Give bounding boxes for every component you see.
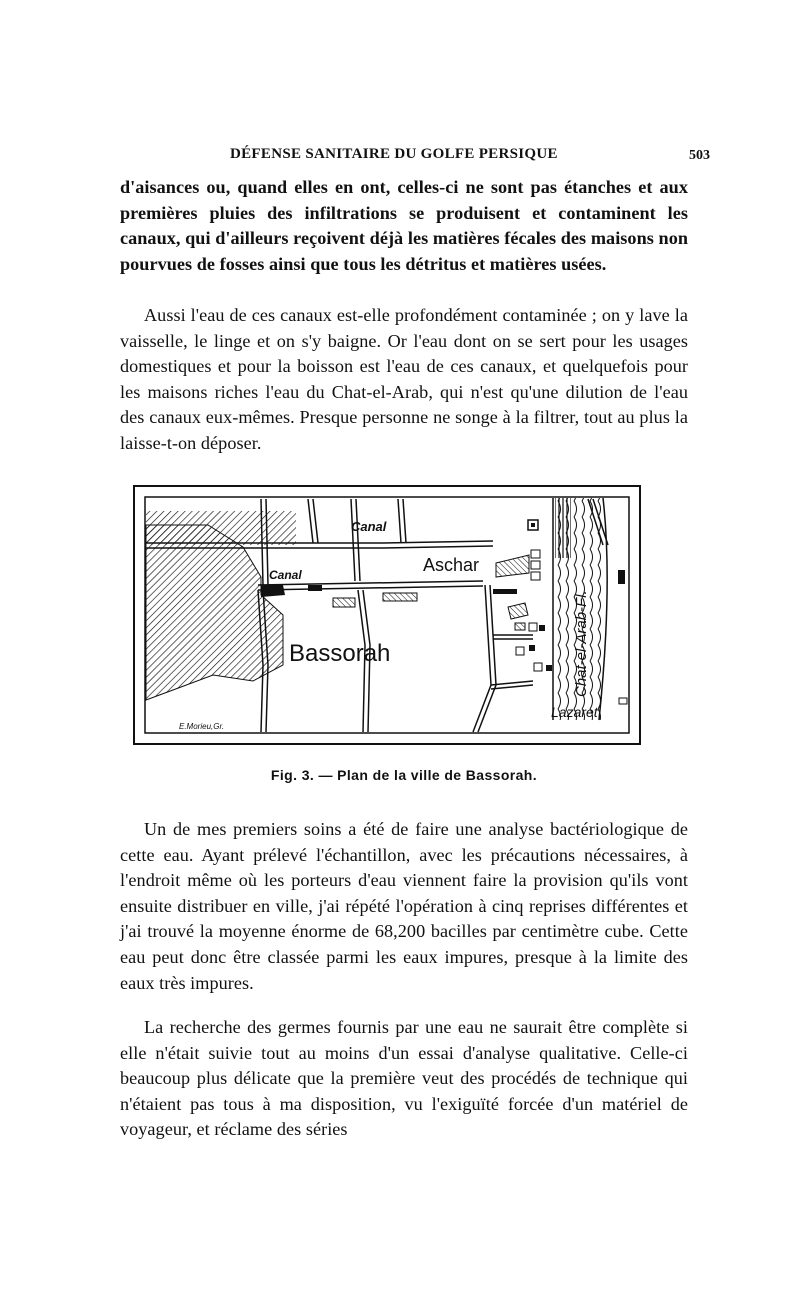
map-of-bassorah <box>133 485 641 745</box>
running-head <box>120 146 710 168</box>
paragraph-2: Aussi l'eau de ces canaux est-elle profondément contaminée ; on y lave la vaisselle, le linge et on s'y baigne. Or l'eau dont on se sert pour les usages domestiques et pour la boisson est l'eau de ces canaux, et quelquefois pour les maisons riches l'eau du Chat-el-Arab, qui n'est qu'une dilution de l'eau des canaux eux-mêmes. Presque personne ne songe à la filtrer, tout au plus la laisse-t-on déposer. <box>120 305 688 453</box>
page-number: 503 <box>689 148 710 163</box>
label-aschar: Aschar <box>423 555 480 575</box>
label-engraver: E.Morieu,Gr. <box>179 722 225 731</box>
label-canal-left: Canal <box>269 568 302 582</box>
map-figure <box>133 485 641 745</box>
label-bassorah: Bassorah <box>289 640 391 667</box>
canal-junction <box>261 585 285 597</box>
label-canal-top: Canal <box>351 519 387 534</box>
label-lazaret: Lazaret <box>551 704 598 720</box>
paragraph-4: La recherche des germes fournis par une eau ne saurait être complète si elle n'était suivie tout au moins d'un essai d'analyse qualitative. Celle-ci beaucoup plus délicate que la première veut des procédés de technique qui n'étaient pas tous à ma disposition, vu l'exiguïté forcée d'un matériel de voyageur, et réclame des séries <box>120 1017 688 1140</box>
paragraph-1: d'aisances ou, quand elles en ont, celles-ci ne sont pas étanches et aux premières pluies des infiltrations se produisent et contaminent les canaux, qui d'ailleurs reçoivent déjà les matières fécales des maisons non pourvues de fosses ainsi que tous les détritus et matières usées. <box>120 177 688 274</box>
river-shallows <box>555 498 571 558</box>
paragraph-3: Un de mes premiers soins a été de faire une analyse bactériologique de cette eau. Ayant prélevé l'échantillon, avec les précautions nécessaires, à l'endroit même où les porteurs d'eau viennent faire la provision qu'ils vont ensuite distribuer en ville, j'ai répété l'opération à cinq reprises différentes et j'ai trouvé la moyenne énorme de 68,200 bacilles par centimètre cube. Cette eau peut donc être classée parmi les eaux impures, presque à la limite des eaux très impures. <box>120 819 688 993</box>
label-river: Chat-el-Arab-Fl. <box>573 590 590 697</box>
running-title: DÉFENSE SANITAIRE DU GOLFE PERSIQUE <box>230 146 558 162</box>
figure-caption: Fig. 3. — Plan de la ville de Bassorah. <box>270 767 538 783</box>
